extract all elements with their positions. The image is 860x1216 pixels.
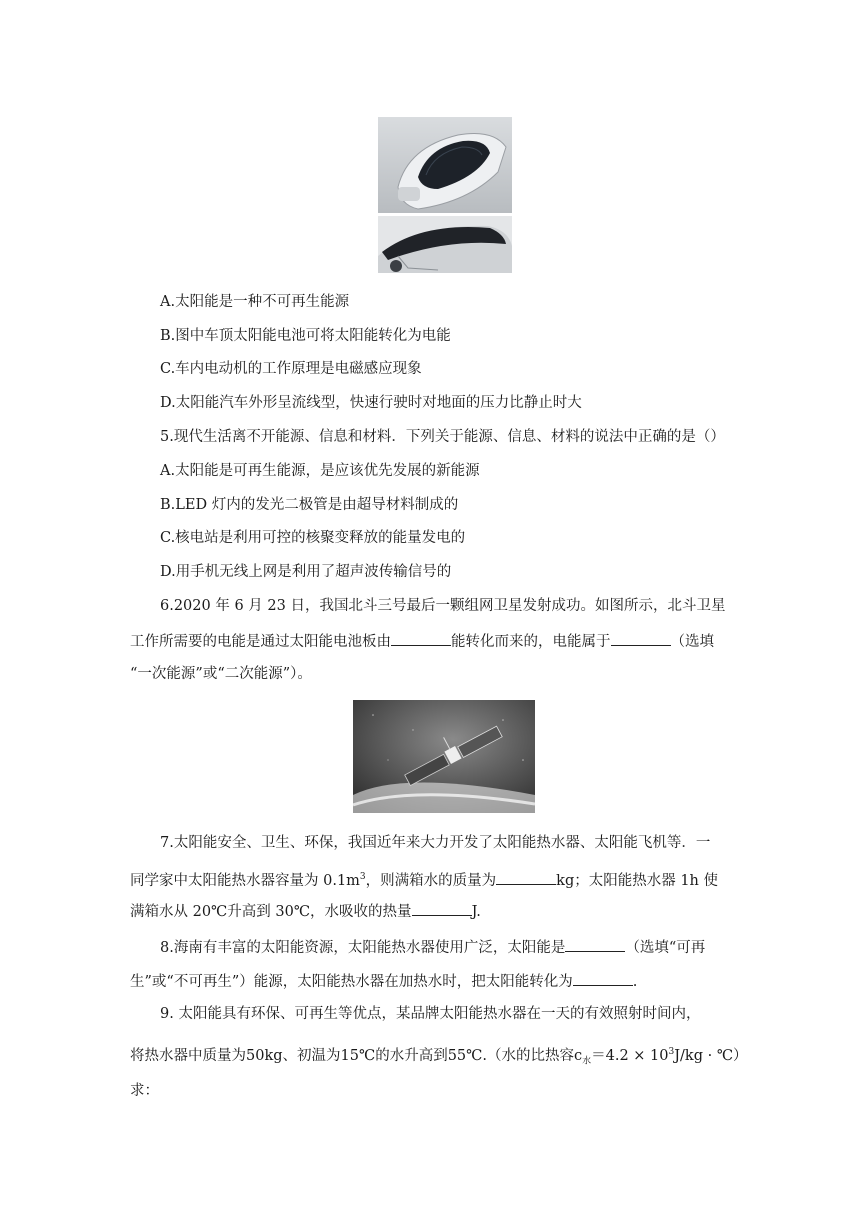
q9-line-1: 9. 太阳能具有环保、可再生等优点，某品牌太阳能热水器在一天的有效照射时间内， (160, 1006, 701, 1022)
solar-car-roof-image (378, 216, 512, 273)
solar-car-top-image (378, 117, 512, 213)
q8-line1-a: 8.海南有丰富的太阳能资源，太阳能热水器使用广泛，太阳能是 (160, 940, 566, 956)
q9-line-3: 求： (130, 1083, 159, 1099)
q9-line2-sub: 水 (582, 1056, 592, 1067)
q6-line2-a: 工作所需要的电能是通过太阳能电池板由 (130, 634, 391, 650)
q7-line2-c: kg；太阳能热水器 1h 使 (556, 872, 719, 889)
q5-option-d: D.用手机无线上网是利用了超声波传输信号的 (160, 564, 452, 580)
answer-blank (412, 901, 472, 916)
q8-line2-b: . (632, 974, 638, 990)
q6-line2-c: （选填 (670, 634, 714, 650)
q9-line2-a: 将热水器中质量为50kg、初温为15℃的水升高到55℃.（水的比热容c (130, 1047, 583, 1064)
q7-line3-b: J. (471, 904, 481, 920)
answer-blank (573, 971, 633, 986)
q8-line2-a: 生”或“不可再生”）能源，太阳能热水器在加热水时，把太阳能转化为 (130, 974, 573, 990)
q7-line2-b: ，则满箱水的质量为 (365, 872, 497, 889)
answer-blank (611, 631, 671, 646)
q6-line2-b: 能转化而来的，电能属于 (451, 634, 611, 650)
q7-line2-sup: 3 (359, 872, 366, 882)
q5-stem: 5.现代生活离不开能源、信息和材料．下列关于能源、信息、材料的说法中正确的是（） (160, 429, 725, 445)
answer-blank (496, 870, 556, 885)
q6-line-1: 6.2020 年 6 月 23 日，我国北斗三号最后一颗组网卫星发射成功。如图所示，北斗卫星 (160, 598, 726, 614)
q6-line-3: “一次能源”或“二次能源”）。 (130, 666, 312, 682)
q5-option-a: A.太阳能是可再生能源，是应该优先发展的新能源 (160, 463, 480, 479)
answer-blank (565, 937, 625, 952)
q9-line2-sup: 3 (668, 1047, 675, 1057)
q8-line1-b: （选填“可再 (625, 940, 706, 956)
answer-blank (391, 631, 451, 646)
q4-option-a: A.太阳能是一种不可再生能源 (160, 294, 350, 310)
q8-line-1 (160, 937, 705, 958)
q5-option-c: C.核电站是利用可控的核聚变释放的能量发电的 (160, 530, 466, 546)
q4-option-c: C.车内电动机的工作原理是电磁感应现象 (160, 361, 422, 377)
q7-line-1: 7.太阳能安全、卫生、环保，我国近年来大力开发了太阳能热水器、太阳能飞机等．一 (160, 835, 711, 851)
q5-option-b: B.LED 灯内的发光二极管是由超导材料制成的 (160, 497, 459, 513)
satellite-image (353, 700, 535, 813)
q9-line2-c: J/kg · ℃） (674, 1047, 748, 1064)
q9-line2-b: ＝4.2 × 10 (591, 1047, 669, 1064)
q6-line-2 (130, 631, 714, 652)
q9-line-2 (130, 1042, 748, 1072)
q7-line2-a: 同学家中太阳能热水器容量为 0.1m (130, 872, 360, 889)
q7-line3-a: 满箱水从 20℃升高到 30℃，水吸收的热量 (130, 904, 412, 920)
q4-option-d: D.太阳能汽车外形呈流线型，快速行驶时对地面的压力比静止时大 (160, 395, 582, 411)
q7-line-2 (130, 867, 718, 891)
q4-option-b: B.图中车顶太阳能电池可将太阳能转化为电能 (160, 328, 451, 344)
q8-line-2 (130, 971, 637, 992)
q7-line-3 (130, 901, 481, 922)
